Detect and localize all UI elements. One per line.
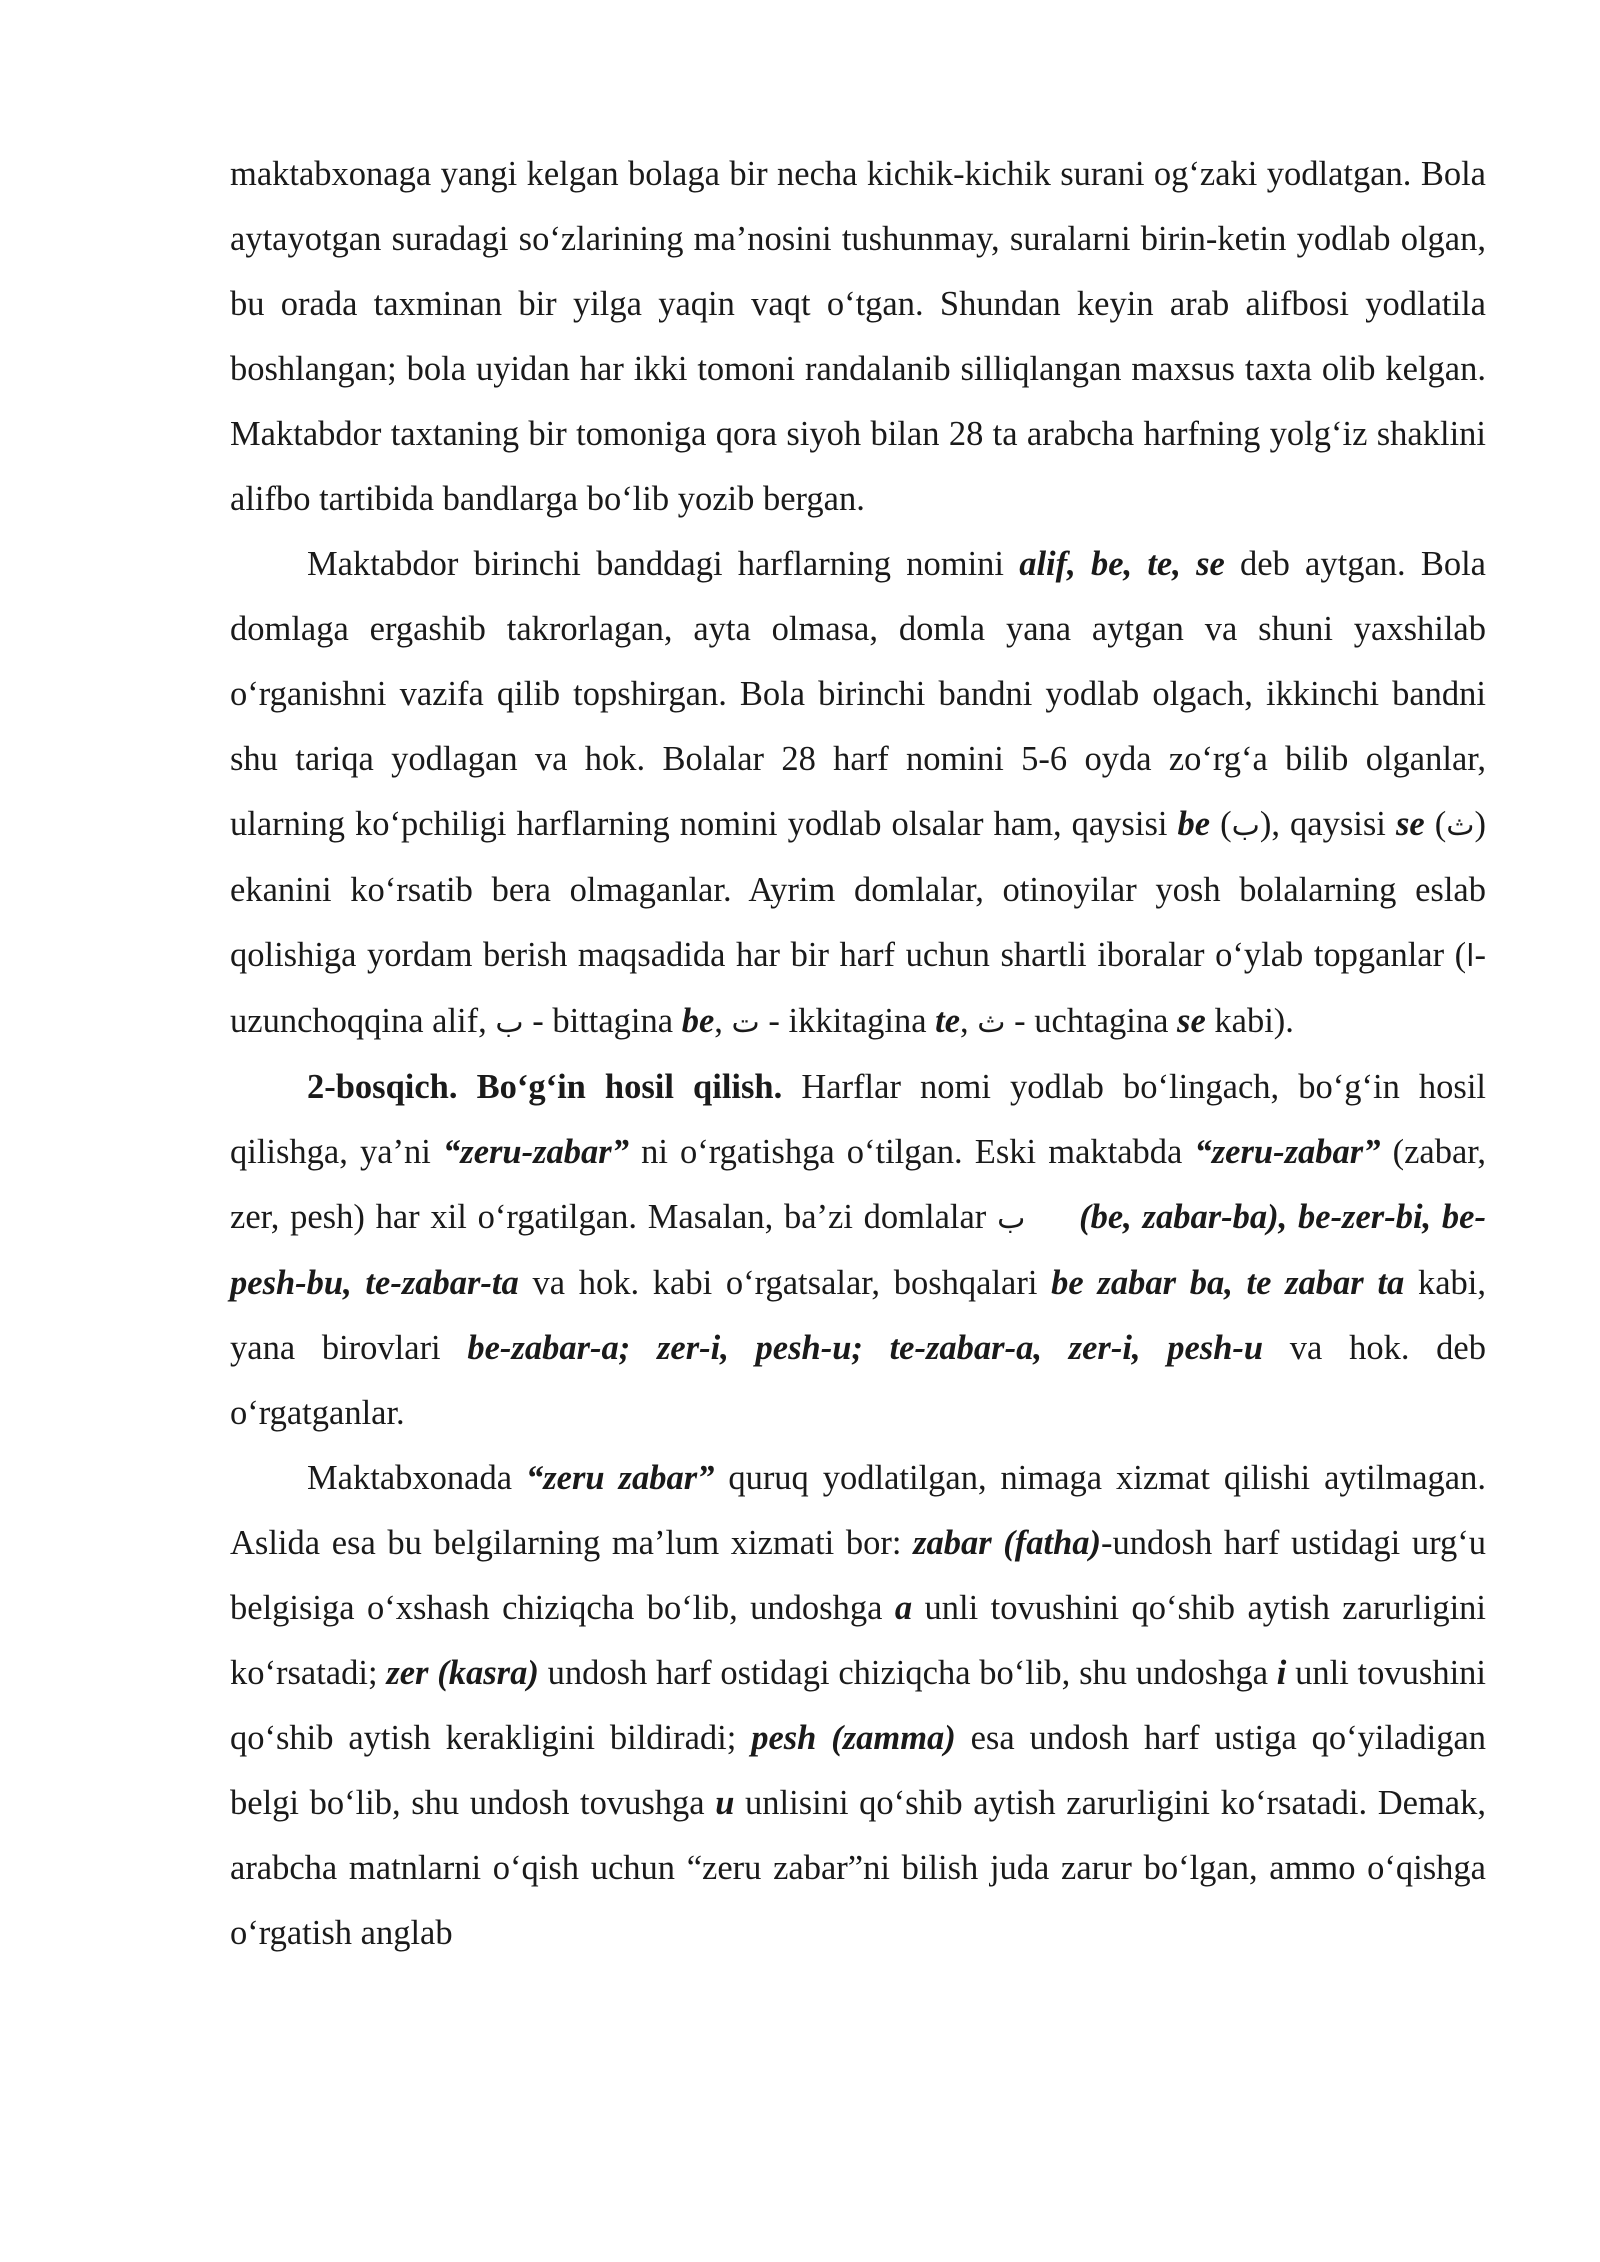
emphasis-syllable-examples: (be, zabar-ba), be-zer-bi, be-pesh-bu, te-zabar-ta xyxy=(230,1198,1486,1302)
paragraph-3 xyxy=(230,1055,1486,1446)
text-run: -uzunchoqqina alif, xyxy=(230,936,1486,1040)
text-run: -undosh harf ustidagi urg‘u belgisiga o‘xshash chiziqcha bo‘lib, undoshga xyxy=(230,1524,1486,1627)
emphasis-vowel-u: u xyxy=(715,1784,735,1822)
emphasis-letter-names: alif, be, te, se xyxy=(1019,545,1225,583)
text-run: va hok. kabi o‘rgatsalar, boshqalari xyxy=(518,1264,1052,1302)
text-run: undosh harf ostidagi chiziqcha bo‘lib, shu undoshga xyxy=(538,1654,1277,1692)
text-run: - bittagina xyxy=(523,1002,682,1040)
text-run: ( xyxy=(1424,805,1447,843)
arabic-letter-se: ث xyxy=(977,1005,1006,1040)
paragraph-1 xyxy=(230,142,1486,532)
text-run: deb aytgan. Bola domlaga ergashib takrorlagan, ayta olmasa, domla yana aytgan va shuni yaxshilab o‘rganishni vazifa qilib topshirgan. Bola birinchi bandni yodlab olgach, ikkinchi bandni shu tariqa yodlagan va hok. Bolalar 28 harf nomini 5-6 oyda zo‘rg‘a bilib olganlar, ularning ko‘pchiligi harflarning nomini yodlab olsalar ham, qaysisi xyxy=(230,545,1486,843)
text-run: kabi, yana birovlari xyxy=(230,1264,1487,1367)
text-run: ( xyxy=(1210,805,1232,843)
emphasis-syllable-examples: be zabar ba, te zabar ta xyxy=(1051,1264,1405,1302)
section-heading: 2-bosqich. Bo‘g‘in hosil qilish. xyxy=(307,1068,783,1106)
emphasis-te: te xyxy=(935,1002,961,1040)
emphasis-syllable-examples: be-zabar-a; zer-i, pesh-u; te-zabar-a, zer-i, pesh-u xyxy=(467,1329,1264,1367)
text-run: - uchtagina xyxy=(1005,1002,1178,1040)
arabic-letter-be: ب xyxy=(997,1201,1026,1236)
emphasis-zeru-zabar: “zeru-zabar” xyxy=(443,1133,629,1171)
arabic-letter-be: ب xyxy=(1231,808,1260,843)
emphasis-vowel-a: a xyxy=(894,1589,913,1627)
emphasis-se: se xyxy=(1395,805,1425,843)
text-run: ), qaysisi xyxy=(1259,805,1396,843)
text-run: unlisini qo‘shib aytish zarurligini ko‘rsatadi. Demak, arabcha matnlarni o‘qish uchun “zeru zabar”ni bilish juda zarur bo‘lgan, ammo o‘qishga o‘rgatish anglab xyxy=(230,1784,1486,1952)
arabic-letter-te: ت xyxy=(731,1005,760,1040)
text-run xyxy=(1025,1198,1079,1236)
text-run: , xyxy=(714,1002,732,1040)
arabic-letter-be: ب xyxy=(495,1005,524,1040)
text-run: va hok. deb o‘rgatganlar. xyxy=(230,1329,1486,1432)
emphasis-be: be xyxy=(1177,805,1211,843)
text-run: Maktabxonada xyxy=(307,1459,526,1497)
paragraph-4 xyxy=(230,1446,1486,1966)
emphasis-pesh-zamma: pesh (zamma) xyxy=(751,1719,956,1757)
emphasis-zer-kasra: zer (kasra) xyxy=(386,1654,539,1692)
emphasis-zeru-zabar: “zeru zabar” xyxy=(525,1459,715,1497)
text-run: Maktabdor birinchi banddagi harflarning nomini xyxy=(307,545,1020,583)
paragraph-2 xyxy=(230,532,1486,1055)
text-run: unli tovushini qo‘shib aytish kerakligini bildiradi; xyxy=(230,1654,1486,1757)
text-run: kabi). xyxy=(1205,1002,1294,1040)
text-run: , xyxy=(960,1002,978,1040)
emphasis-vowel-i: i xyxy=(1276,1654,1287,1692)
emphasis-zeru-zabar: “zeru-zabar” xyxy=(1194,1133,1381,1171)
emphasis-zabar-fatha: zabar (fatha) xyxy=(913,1524,1102,1562)
text-run: Harflar nomi yodlab bo‘lingach, bo‘g‘in hosil qilishga, ya’ni xyxy=(230,1068,1486,1171)
text-run: ni o‘rgatishga o‘tilgan. Eski maktabda xyxy=(628,1133,1195,1171)
text-run: esa undosh harf ustiga qo‘yiladigan belgi bo‘lib, shu undosh tovushga xyxy=(230,1719,1487,1822)
arabic-letter-se: ث xyxy=(1446,808,1475,843)
text-run: - ikkitagina xyxy=(759,1002,936,1040)
arabic-letter-alif: ا xyxy=(1466,939,1475,974)
text-run: ) ekanini ko‘rsatib bera olmaganlar. Ayrim domlalar, otinoyilar yosh bolalarning eslab qolishiga yordam berish maqsadida har bir harf uchun shartli iboralar o‘ylab topganlar ( xyxy=(230,805,1486,974)
emphasis-se: se xyxy=(1177,1002,1206,1040)
text-run: maktabxonaga yangi kelgan bolaga bir necha kichik-kichik surani og‘zaki yodlatgan. Bola aytayotgan suradagi so‘zlarining ma’nosini tushunmay, suralarni birin-ketin yodlab olgan, bu orada taxminan bir yilga yaqin vaqt o‘tgan. Shundan keyin arab alifbosi yodlatila boshlangan; bola uyidan har ikki tomoni randalanib silliqlangan maxsus taxta olib kelgan. Maktabdor taxtaning bir tomoniga qora siyoh bilan 28 ta arabcha harfning yolg‘iz shaklini alifbo tartibida bandlarga bo‘lib yozib bergan. xyxy=(230,155,1486,518)
emphasis-be: be xyxy=(681,1002,715,1040)
document-page xyxy=(230,142,1486,1966)
text-run: (zabar, zer, pesh) har xil o‘rgatilgan. Masalan, ba’zi domlalar xyxy=(230,1133,1486,1236)
text-run: quruq yodlatilgan, nimaga xizmat qilishi aytilmagan. Aslida esa bu belgilarning ma’lum xizmati bor: xyxy=(230,1459,1486,1562)
text-run: unli tovushini qo‘shib aytish zarurligini ko‘rsatadi; xyxy=(230,1589,1486,1692)
